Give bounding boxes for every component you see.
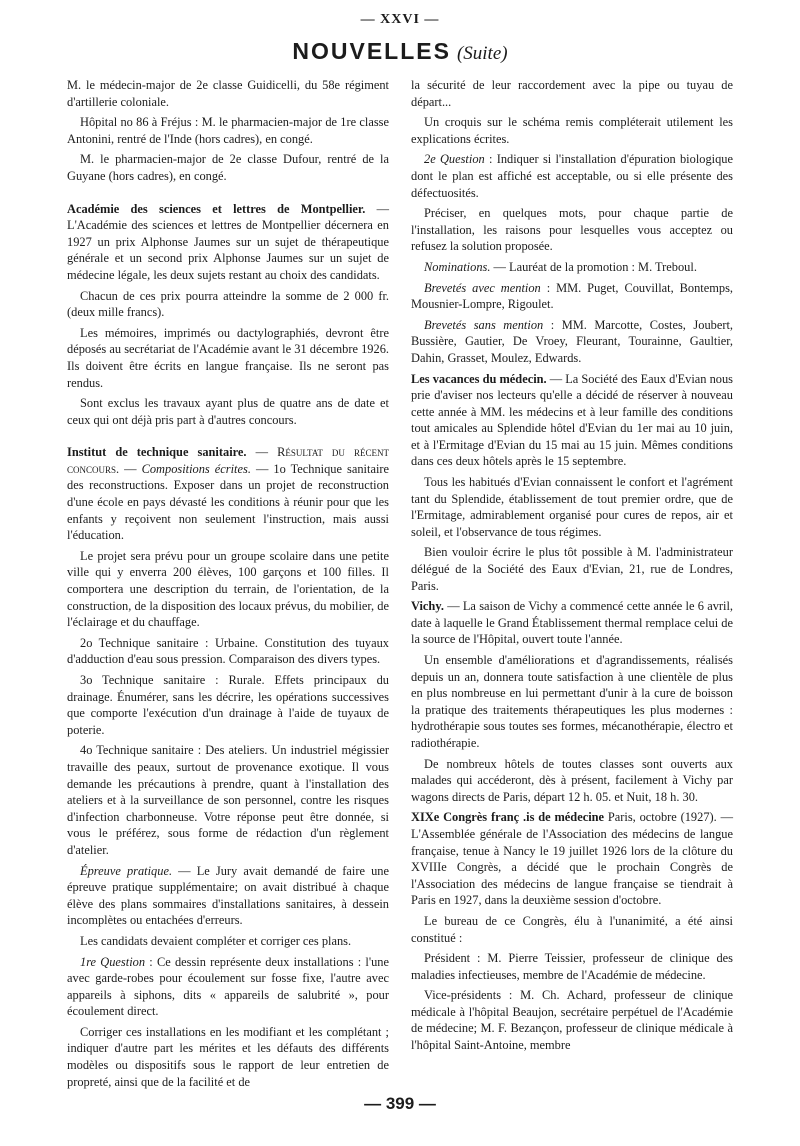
paragraph xyxy=(67,863,389,929)
paragraph: 2o Technique sanitaire : Urbaine. Constitution des tuyaux d'adduction d'eau sous pression. Comparaison des divers types. xyxy=(67,635,389,667)
section-title: NOUVELLES xyxy=(292,38,451,64)
article-text: — La saison de Vichy a commencé cette année le 6 avril, date à laquelle le Grand Établissement thermal remplace celui de la source de l'Hôpital, ouvert toute l'année. xyxy=(411,599,733,647)
paragraph: Chacun de ces prix pourra atteindre la somme de 2 000 fr. (deux mille francs). xyxy=(67,288,389,320)
paragraph: 3o Technique sanitaire : Rurale. Effets principaux du drainage. Énumérer, sans les décrire, les opérations successives que comporte l'exécution d'un drainage à l'aide de tuyaux de poterie. xyxy=(67,673,389,737)
paragraph-text: : Indiquer si l'installation d'épuration biologique dont le plan est affiché est acceptable, ou si elle présente des défectuosités. xyxy=(411,152,733,200)
paragraph-text: : MM. Marcotte, Costes, Joubert, Bussière, Gautier, De Vroey, Fleurant, Tourainne, Gaultier, Dahin, Grasset, Moulez, Edwards. xyxy=(411,317,733,365)
paragraph: Président : M. Pierre Teissier, professeur de clinique des maladies infectieuses, membre de l'Académie de médecine. xyxy=(411,951,733,982)
article-institut xyxy=(67,444,389,544)
article-heading: XIXe Congrès franç .is de médecine xyxy=(411,810,605,825)
paragraph: Les mémoires, imprimés ou dactylographiés, devront être déposés au secrétariat de l'Académie avant le 31 décembre 1926. Ils doivent être écrits en langue française. Ils ne seront pas rendus. xyxy=(67,325,389,390)
paragraph: Le projet sera prévu pour un groupe scolaire dans une petite ville qui y enverra 200 élèves, 100 garçons et 100 filles. Il comportera une description du terrain, de l'orientation, de la construction, de la disposition des locaux prévus, du mobilier, de l'éclairage et du chauffage. xyxy=(67,548,389,630)
article-vichy xyxy=(411,598,733,648)
article-heading: Académie des sciences et lettres de Montpellier. xyxy=(67,201,366,216)
inline-label: Brevetés sans mention xyxy=(424,317,544,332)
paragraph-text: : MM. Puget, Couvillat, Bontemps, Mousnier-Lompre, Rigoulet. xyxy=(411,280,733,312)
paragraph: M. le médecin-major de 2e classe Guidicelli, du 58e régiment d'artillerie coloniale. xyxy=(67,78,389,109)
dash: — xyxy=(246,445,278,460)
article-heading: Institut de technique sanitaire. xyxy=(67,445,247,460)
inline-label: Brevetés avec mention xyxy=(424,280,541,295)
paragraph xyxy=(411,151,733,201)
left-column xyxy=(67,77,389,1094)
paragraph xyxy=(67,954,389,1020)
paragraph-text: : Ce dessin représente deux installations : l'une avec garde-robes pour écoulement sur fosse fixe, l'autre avec appareils à siphons, dits « appareils de salubrité », pour écoulement direct. xyxy=(67,954,389,1019)
page-folio: — XXVI — xyxy=(360,12,440,27)
article-text: — 1o Technique sanitaire des reconstructions. Exposer dans un projet de reconstruction d'une école en pays dévasté les conditions à réunir pour que les enfants y reçoivent non seulement l'instruction, mais aussi l'éducation. xyxy=(67,461,390,543)
section-subtitle: (Suite) xyxy=(456,43,508,64)
article-text: Paris, octobre (1927). — L'Assemblée générale de l'Association des médecins de langue française, tenue à Nancy le 19 juillet 1926 lors de la clôture du XVIIIe Congrès, a décidé que le prochain Congrès de l'Association des médecins de langue française se tiendrait à Paris en 1927, dans la deuxième session d'octobre. xyxy=(411,810,733,908)
paragraph: la sécurité de leur raccordement avec la pipe ou tuyau de départ... xyxy=(411,78,733,109)
paragraph-text: — Lauréat de la promotion : M. Treboul. xyxy=(490,259,697,274)
article-text: — La Société des Eaux d'Evian nous prie d'aviser nos lecteurs qu'elle a décidé de réserver à nouveau cette année à MM. les médecins et à leur famille des conditions tout amicales au Splendide hôtel d'Evian du 1er mai au 10 juin, et à l'Ermitage d'Evian du 15 mai au 15 juin. Mêmes conditions dans ces deux hôtels après le 15 septembre. xyxy=(411,371,733,469)
paragraph: Bien vouloir écrire le plus tôt possible à M. l'administrateur délégué de la Société des Eaux d'Evian, 21, rue de Londres, Paris. xyxy=(411,545,733,593)
paragraph xyxy=(411,280,733,313)
right-column xyxy=(411,77,733,1058)
inline-label: 2e Question xyxy=(424,152,485,167)
article-heading: Vichy. xyxy=(411,599,444,614)
article-text: — L'Académie des sciences et lettres de Montpellier décernera en 1927 un prix Alphonse Jaumes sur un sujet de thérapeutique générale et un second prix Alphonse Jaumes sur un sujet de médecine légale, les deux sujets restant au choix des candidats. xyxy=(67,201,389,282)
paragraph: Un croquis sur le schéma remis compléterait utilement les explications écrites. xyxy=(411,115,733,146)
paragraph: Les candidats devaient compléter et corriger ces plans. xyxy=(80,933,352,948)
paragraph-text: — Le Jury avait demandé de faire une épreuve pratique supplémentaire; on avait distribué à chaque élève des plans sommaires d'installations sanitaires, à dessein incomplètes ou entachées d'erreurs. xyxy=(67,863,389,928)
paragraph: De nombreux hôtels de toutes classes sont ouverts aux malades qui accéderont, dès à présent, facilement à Vichy par wagons directs de Paris, départ 12 h. 05. et Nuit, 18 h. 30. xyxy=(411,756,733,804)
inline-label: 1re Question xyxy=(80,954,146,969)
article-academie xyxy=(67,201,389,284)
article-vacances xyxy=(411,371,733,471)
paragraph: Hôpital no 86 à Fréjus : M. le pharmacien-major de 1re classe Antonini, rentré de l'Inde (hors cadres), en congé. xyxy=(67,115,389,146)
paragraph: 4o Technique sanitaire : Des ateliers. Un industriel mégissier travaille des peaux, surtout de provenance exotique. Il vous demande les précautions à prendre, quant à l'installation des ateliers et à la surveillance de son personnel, contre les risques d'infection charbonneuse. Votre réponse peut être donnée, si vous le préférez, sous forme de rédaction d'un règlement d'atelier. xyxy=(67,743,389,857)
inline-label: Nominations. xyxy=(424,259,491,274)
results-label: Résultat du récent concours. xyxy=(67,445,389,476)
paragraph xyxy=(411,259,733,276)
paragraph: Le bureau de ce Congrès, élu à l'unanimité, a été ainsi constitué : xyxy=(411,913,733,945)
page-number: — 399 — xyxy=(364,1094,436,1113)
paragraph: Vice-présidents : M. Ch. Achard, professeur de clinique médicale à l'hôpital Beaujon, secrétaire perpétuel de l'Académie de médecine; M. F. Bezançon, professeur de clinique médicale à l'hôpital Saint-Antoine, membre xyxy=(411,988,733,1053)
compositions-label: Compositions écrites. xyxy=(141,461,251,476)
page-title xyxy=(0,40,800,63)
article-heading: Les vacances du médecin. xyxy=(411,371,547,386)
paragraph: Sont exclus les travaux ayant plus de quatre ans de date et ceux qui ont déjà pris part à d'autres concours. xyxy=(67,396,389,427)
paragraph: Corriger ces installations en les modifiant et les complétant ; indiquer d'autre part les mérites et les défauts des différents modèles ou dispositifs sous le rapport de leur entretien de propreté, ainsi que de la facilité et de xyxy=(67,1024,389,1089)
inline-label: Épreuve pratique. xyxy=(80,863,173,878)
paragraph: Un ensemble d'améliorations et d'agrandissements, réalisés depuis un an, donnera toute satisfaction à une clientèle de plus en plus nombreuse en lui permettant d'unir à la cure de boisson la pratique des traitements thérapeutiques les plus modernes : hydrothérapie sous toutes ses formes, mécanothérapie, électro et radiothérapie. xyxy=(411,653,733,750)
paragraph: Préciser, en quelques mots, pour chaque partie de l'installation, les raisons pour lesquelles vous acceptez ou refusez la solution proposée. xyxy=(411,206,733,254)
paragraph xyxy=(411,317,733,367)
article-congres xyxy=(411,809,733,909)
paragraph: Tous les habitués d'Evian connaissent le confort et l'agrément tant du Splendide, établissement de tout premier ordre, que de l'Ermitage, admirablement organisé pour cures de repos, air et soleil, et l'observance de tous régimes. xyxy=(411,475,733,539)
dash: — xyxy=(119,461,142,476)
paragraph: M. le pharmacien-major de 2e classe Dufour, rentré de la Guyane (hors cadres), en congé. xyxy=(67,152,389,183)
